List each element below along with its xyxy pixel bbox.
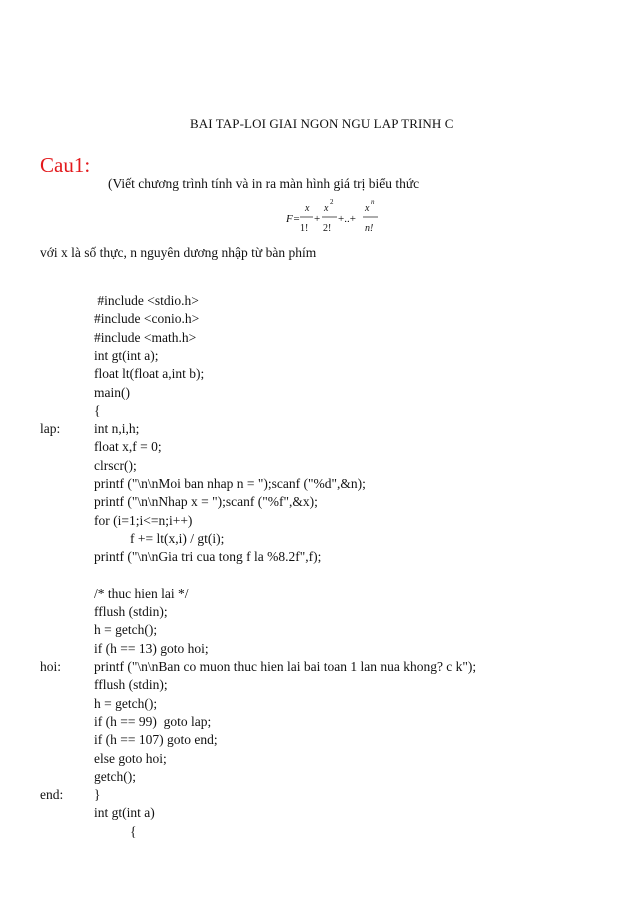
code-line: else goto hoi;: [94, 750, 167, 766]
code-line: int gt(int a);: [94, 347, 159, 363]
term3-numerator: x: [365, 203, 370, 214]
code-line: getch();: [94, 768, 136, 784]
code-line: float x,f = 0;: [94, 439, 162, 455]
term3-denominator: n!: [365, 223, 374, 234]
code-line: f += lt(x,i) / gt(i);: [130, 530, 225, 546]
code-line: float lt(float a,int b);: [94, 366, 205, 382]
code-line: /* thuc hien lai */: [94, 585, 189, 601]
term1-numerator: x: [305, 203, 310, 214]
problem-input-description: với x là số thực, n nguyên dương nhập từ bàn phím: [40, 245, 317, 260]
code-label: lap:: [40, 421, 61, 437]
exercise-heading: Cau1:: [40, 153, 91, 177]
code-line: {: [94, 402, 101, 418]
term3-exponent: n: [371, 198, 375, 206]
code-line: fflush (stdin);: [94, 677, 168, 693]
code-line: clrscr();: [94, 457, 137, 473]
code-line: #include <stdio.h>: [94, 293, 199, 308]
formula: [286, 196, 396, 240]
term1-denominator: 1!: [300, 223, 309, 234]
code-line: h = getch();: [94, 695, 158, 711]
ellipsis-sum: +..+: [338, 213, 356, 225]
code-line: }: [94, 787, 101, 803]
code-line: if (h == 99) goto lap;: [94, 713, 212, 729]
term2-denominator: 2!: [323, 223, 332, 234]
problem-statement: (Viết chương trình tính và in ra màn hình giá trị biểu thức: [108, 176, 420, 191]
code-line: printf ("\n\nMoi ban nhap n = ");scanf ("%d",&n);: [94, 476, 366, 491]
term2-exponent: 2: [330, 198, 334, 206]
code-label: hoi:: [40, 659, 62, 674]
term2-numerator: x: [324, 203, 329, 214]
plus-sign: +: [314, 213, 321, 225]
code-line: #include <math.h>: [94, 329, 197, 345]
code-line: int gt(int a): [94, 805, 155, 821]
code-line: h = getch();: [94, 622, 158, 638]
code-line: printf ("\n\nNhap x = ");scanf ("%f",&x);: [94, 494, 318, 510]
code-line: for (i=1;i<=n;i++): [94, 512, 193, 528]
code-line: {: [130, 823, 137, 839]
formula-lhs: F=: [286, 213, 301, 225]
code-line: printf ("\n\nBan co muon thuc hien lai bai toan 1 lan nua khong? c k");: [94, 659, 477, 674]
code-line: main(): [94, 384, 130, 400]
code-line: if (h == 13) goto hoi;: [94, 640, 209, 656]
code-label: end:: [40, 787, 64, 803]
code-line: fflush (stdin);: [94, 604, 168, 620]
code-line: int n,i,h;: [94, 421, 140, 437]
code-line: if (h == 107) goto end;: [94, 732, 218, 748]
code-line: #include <conio.h>: [94, 311, 200, 327]
document-title: BAI TAP-LOI GIAI NGON NGU LAP TRINH C: [190, 116, 454, 131]
code-line: printf ("\n\nGia tri cua tong f la %8.2f",f);: [94, 549, 322, 565]
